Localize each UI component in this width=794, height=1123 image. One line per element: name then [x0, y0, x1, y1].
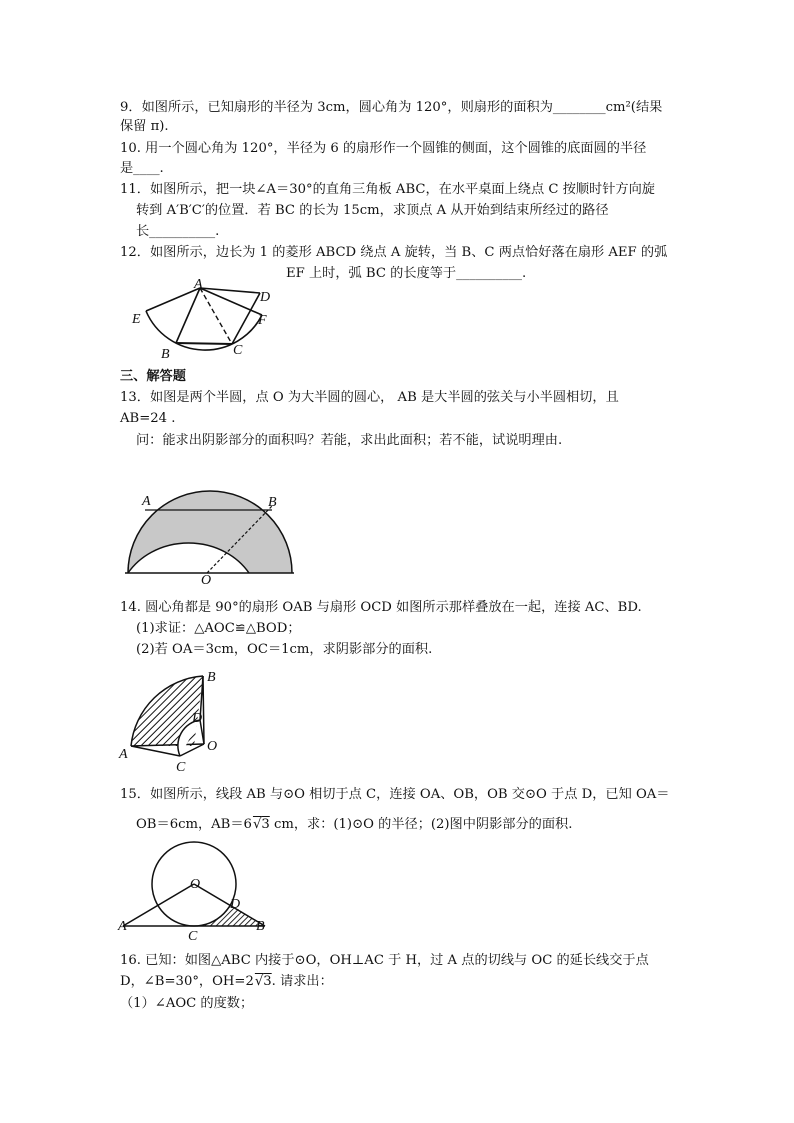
- q13-label-o: O: [201, 573, 212, 588]
- q9-line1: 9．如图所示，已知扇形的半径为 3cm，圆心角为 120°，则扇形的面积为________cm²(结果: [120, 100, 663, 115]
- q9-line2: 保留 π).: [120, 119, 169, 134]
- q16-line2: [120, 973, 333, 991]
- q12-label-f: F: [258, 313, 267, 328]
- q11-line3: 长__________.: [136, 224, 220, 239]
- q14-figure: [116, 664, 228, 774]
- q15-line2-post: cm，求：(1)⊙O 的半径；(2)图中阴影部分的面积.: [269, 817, 573, 832]
- q15-line2-pre: OB＝6cm，AB＝6: [136, 817, 252, 832]
- q10-line2: 是____.: [120, 161, 164, 176]
- q11-line2: 转到 A′B′C′的位置．若 BC 的长为 15cm，求顶点 A 从开始到结束所经过的路径: [136, 203, 609, 218]
- q15-label-a: A: [118, 919, 127, 934]
- q15-figure: [118, 848, 283, 944]
- q13-line3: 问：能求出阴影部分的面积吗？若能，求出此面积；若不能，试说明理由.: [136, 433, 563, 448]
- q15-label-o: O: [190, 877, 201, 892]
- q11-line1: 11．如图所示，把一块∠A＝30°的直角三角板 ABC，在水平桌面上绕点 C 按顺时针方向旋: [120, 182, 655, 197]
- q15-line1: 15．如图所示，线段 AB 与⊙O 相切于点 C，连接 OA、OB，OB 交⊙O 于点 D，已知 OA＝: [120, 787, 670, 802]
- q14-line1: 14. 圆心角都是 90°的扇形 OAB 与扇形 OCD 如图所示那样叠放在一起，连接 AC、BD.: [120, 600, 642, 615]
- q15-sqrt3: √3: [252, 817, 270, 832]
- q16-line1: 16. 已知：如图△ABC 内接于⊙O，OH⊥AC 于 H，过 A 点的切线与 OC 的延长线交于点: [120, 953, 649, 968]
- q12-line2: EF 上时，弧 BC 的长度等于__________.: [286, 266, 527, 281]
- q15-sqrt3-radicand: 3: [261, 817, 270, 832]
- q15-line2: [136, 816, 572, 834]
- q12-label-d: D: [260, 290, 271, 305]
- q13-label-b: B: [268, 495, 277, 510]
- q16-line2-pre: D，∠B=30°，OH=2: [120, 974, 254, 989]
- q16-line2-post: . 请求出：: [271, 974, 333, 989]
- section-heading: 三、解答题: [120, 369, 186, 384]
- q12-label-a: A: [194, 277, 203, 292]
- q15-label-d: D: [230, 897, 241, 912]
- q16-sqrt3: √3: [254, 974, 272, 989]
- q15-label-b: B: [256, 919, 265, 934]
- q14-label-o: O: [207, 739, 218, 754]
- q13-line1: 13．如图是两个半圆，点 O 为大半圆的圆心， AB 是大半圆的弦关与小半圆相切，且: [120, 390, 619, 405]
- q13-label-a: A: [142, 494, 151, 509]
- q12-label-b: B: [161, 347, 170, 362]
- q16-sqrt3-radicand: 3: [263, 974, 272, 989]
- q14-line2: (1)求证：△AOC≌△BOD；: [136, 621, 301, 636]
- q12-label-e: E: [132, 312, 141, 327]
- q15-label-c: C: [188, 929, 198, 944]
- q12-figure: [128, 277, 288, 362]
- q14-label-a: A: [119, 747, 128, 762]
- q14-label-c: C: [176, 760, 186, 775]
- q12-label-c: C: [233, 343, 243, 358]
- q16-line3: （1）∠AOC 的度数；: [120, 996, 254, 1011]
- q14-line3: (2)若 OA＝3cm，OC＝1cm，求阴影部分的面积.: [136, 642, 433, 657]
- q14-label-d: D: [192, 711, 203, 726]
- q13-line2: AB=24 .: [120, 411, 176, 426]
- q12-line1: 12．如图所示，边长为 1 的菱形 ABCD 绕点 A 旋转，当 B、C 两点恰好落在扇形 AEF 的弧: [120, 245, 668, 260]
- q13-figure: [118, 488, 303, 588]
- q10-line1: 10. 用一个圆心角为 120°，半径为 6 的扇形作一个圆锥的侧面，这个圆锥的底面圆的半径: [120, 141, 647, 156]
- q14-label-b: B: [207, 670, 216, 685]
